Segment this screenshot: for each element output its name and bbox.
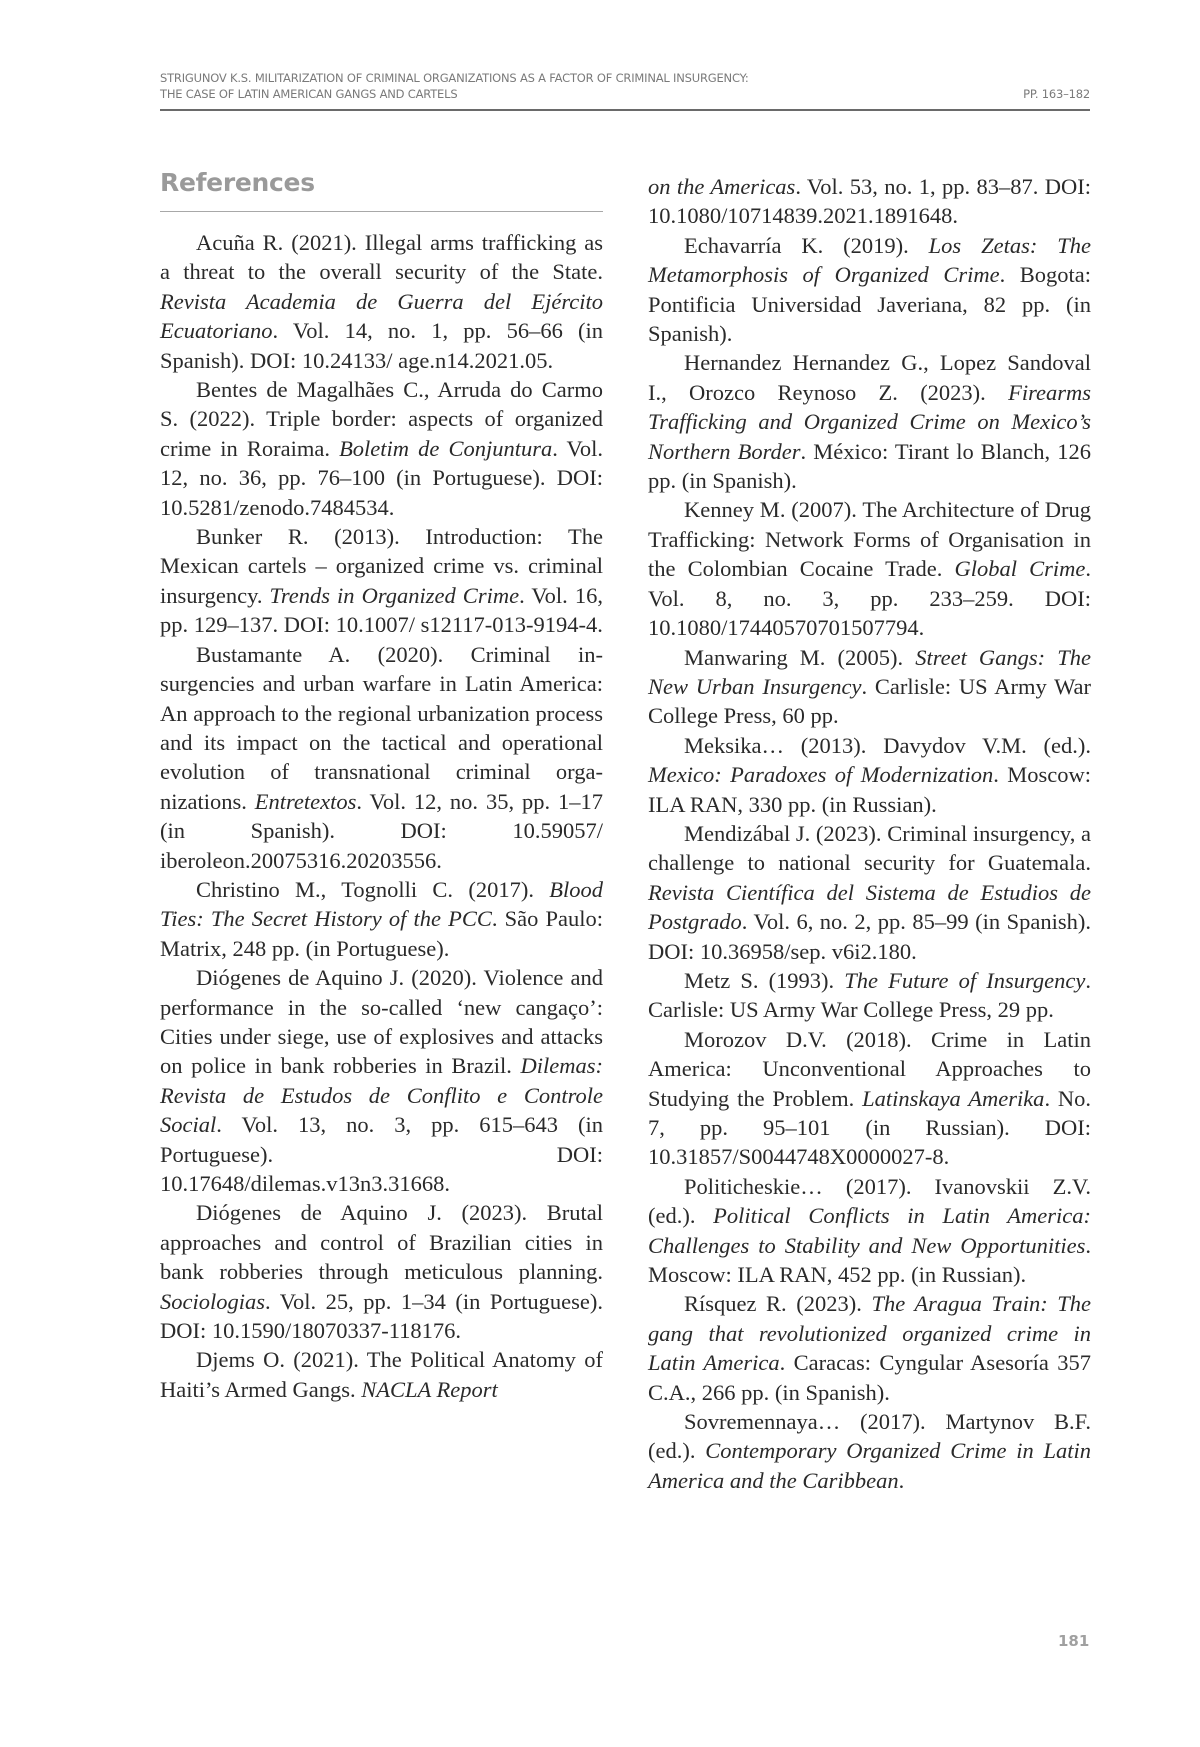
reference-text: Djems O. (2021). The Political Anatomy of Haiti’s Armed Gangs. bbox=[160, 1347, 603, 1402]
reference-source-title: Revista Academia de Guerra del Ejército Ecuatoriano bbox=[160, 288, 603, 344]
reference-entry bbox=[648, 1025, 1091, 1172]
reference-source-title: Firearms Trafficking and Organized Crime on Mexico’s Northern Border bbox=[648, 379, 1091, 464]
reference-source-title: Mexico: Paradoxes of Modernization bbox=[648, 762, 994, 788]
reference-entry bbox=[648, 1172, 1091, 1290]
running-head-page-range: PP. 163–182 bbox=[1023, 87, 1090, 101]
reference-entry bbox=[648, 643, 1091, 731]
reference-entry bbox=[648, 731, 1091, 819]
reference-text: Bentes de Magalhães C., Arruda do Carmo S. (2022). Triple border: aspects of organized crime in Roraima. bbox=[160, 377, 603, 461]
reference-entry bbox=[160, 1198, 603, 1345]
reference-entry bbox=[648, 1289, 1091, 1407]
reference-text: Christino M., Tognolli C. (2017). bbox=[196, 876, 550, 902]
reference-text: Metz S. (1993). bbox=[684, 967, 845, 993]
reference-source-title: Contemporary Organized Crime in Latin America and the Caribbean bbox=[648, 1438, 1091, 1493]
reference-source-title: Los Zetas: The Metamorphosis of Organized Crime bbox=[648, 232, 1091, 288]
reference-source-title: Sociologias bbox=[160, 1288, 265, 1314]
reference-source-title: Boletim de Conjuntura bbox=[339, 435, 553, 461]
reference-details: . Vol. 12, no. 36, pp. 76–100 (in Portuguese). DOI: 10.5281/zenodo.7484534. bbox=[160, 435, 603, 520]
reference-source-title: Dilemas: Revista de Estudos de Conflito e Controle Social bbox=[160, 1053, 603, 1138]
section-divider bbox=[160, 211, 603, 212]
header-divider bbox=[160, 109, 1090, 111]
reference-text: Manwaring M. (2005). bbox=[684, 644, 916, 670]
running-head-title-line-2: THE CASE OF LATIN AMERICAN GANGS AND CARTELS bbox=[160, 87, 458, 101]
reference-details: . No. 7, pp. 95–101 (in Russian). DOI: 10.31857/S0044748X0000027-8. bbox=[648, 1085, 1091, 1170]
reference-source-title: NACLA Report bbox=[361, 1376, 498, 1402]
reference-details: . Moscow: ILA RAN, 452 pp. (in Russian). bbox=[648, 1232, 1091, 1288]
reference-source-title: Blood Ties: The Secret History of the PCC bbox=[160, 876, 603, 932]
reference-text: Echavarría K. (2019). bbox=[684, 232, 929, 258]
reference-entry bbox=[160, 875, 603, 963]
reference-text: Hernandez Hernandez G., Lopez Sandoval I., Orozco Reynoso Z. (2023). bbox=[648, 350, 1091, 405]
reference-details: . Moscow: ILA RAN, 330 pp. (in Russian). bbox=[648, 762, 1092, 817]
reference-entry bbox=[160, 1345, 603, 1404]
reference-entry bbox=[648, 495, 1091, 642]
reference-text: Bunker R. (2013). Introduction: The Mexican cartels – organized crime vs. criminal insurgency. bbox=[160, 524, 603, 608]
reference-entry bbox=[160, 640, 603, 875]
reference-details: . Vol. 14, no. 1, pp. 56–66 (in Spanish). DOI: 10.24133/ age.n14.2021.05. bbox=[160, 318, 603, 373]
running-head-title-line-1: STRIGUNOV K.S. MILITARIZATION OF CRIMINAL ORGANIZATIONS AS A FACTOR OF CRIMINAL INSURGENCY: bbox=[160, 71, 749, 85]
reference-source-title: Political Conflicts in Latin America: Challenges to Stability and New Opportunities bbox=[648, 1203, 1091, 1258]
reference-source-title: Entretextos bbox=[254, 788, 357, 814]
reference-entry bbox=[648, 966, 1091, 1025]
reference-text: Diógenes de Aquino J. (2023). Brutal approaches and control of Brazilian cities in bank robberies through meticulous planning. bbox=[160, 1200, 603, 1285]
references-column-left bbox=[160, 228, 603, 1404]
reference-text: Rísquez R. (2023). bbox=[684, 1291, 872, 1317]
reference-details: . São Paulo: Matrix, 248 pp. (in Portuguese). bbox=[160, 906, 603, 961]
reference-entry bbox=[160, 228, 603, 375]
reference-details: . Carlisle: US Army War College Press, 60 pp. bbox=[648, 673, 1091, 729]
reference-entry bbox=[160, 522, 603, 640]
reference-entry bbox=[648, 172, 1091, 231]
running-head bbox=[160, 70, 1090, 102]
reference-text: Morozov D.V. (2018). Crime in Latin America: Unconventional Approaches to Studying the Problem. bbox=[648, 1026, 1091, 1111]
reference-entry bbox=[648, 1407, 1091, 1495]
reference-details: . Caracas: Cyngular Asesoría 357 C.A., 266 pp. (in Spanish). bbox=[648, 1350, 1091, 1405]
reference-text: Diógenes de Aquino J. (2020). Violence and performance in the so-called ‘new cangaço’: Cities under siege, use of explosives and attacks on police in bank robberies in Brazil. bbox=[160, 965, 603, 1079]
page-number: 181 bbox=[1058, 1632, 1090, 1650]
reference-entry bbox=[160, 963, 603, 1198]
reference-entry bbox=[648, 348, 1091, 495]
reference-details: . bbox=[898, 1467, 905, 1493]
reference-details: . Vol. 12, no. 35, pp. 1–17 (in Spanish). DOI: 10.59057/ iberoleon.20075316.20203556. bbox=[160, 788, 603, 873]
reference-details: . México: Tirant lo Blanch, 126 pp. (in Spanish). bbox=[648, 438, 1091, 494]
reference-text: Meksika… (2013). Davydov V.M. (ed.). bbox=[684, 732, 1091, 758]
reference-text: Kenney M. (2007). The Architecture of Drug Trafficking: Network Forms of Organisation in the Colombian Cocaine Trade. bbox=[648, 497, 1091, 582]
reference-text: Bustamante A. (2020). Criminal insurgencies and urban warfare in Latin America: An approach to the regional urbanization process and its impact on the tactical and operational evolution of transnational criminal organizations. bbox=[160, 641, 603, 814]
reference-details: . Vol. 53, no. 1, pp. 83–87. DOI: 10.1080/10714839.2021.1891648. bbox=[648, 174, 1091, 229]
reference-source-title: on the Americas bbox=[648, 174, 796, 199]
reference-source-title: Revista Científica del Sistema de Estudios de Postgrado bbox=[648, 879, 1091, 935]
reference-details: . Vol. 25, pp. 1–34 (in Portuguese). DOI: 10.1590/18070337-118176. bbox=[160, 1288, 603, 1344]
reference-text: Sovremennaya… (2017). Martynov B.F. (ed.). bbox=[648, 1409, 1091, 1464]
reference-text: Mendizábal J. (2023). Criminal insurgency, a challenge to national security for Guatemala. bbox=[648, 820, 1091, 876]
reference-entry bbox=[648, 231, 1091, 349]
reference-details: . Vol. 6, no. 2, pp. 85–99 (in Spanish). DOI: 10.36958/sep. v6i2.180. bbox=[648, 909, 1091, 964]
section-title: References bbox=[160, 168, 315, 197]
reference-source-title: The Future of Insurgency bbox=[844, 967, 1086, 993]
reference-entry bbox=[160, 375, 603, 522]
reference-details: . Vol. 8, no. 3, pp. 233–259. DOI: 10.1080/17440570701507794. bbox=[648, 556, 1091, 641]
reference-source-title: Latinskaya Amerika bbox=[862, 1085, 1045, 1111]
reference-details: . Bogota: Pontificia Universidad Javeriana, 82 pp. (in Spanish). bbox=[648, 262, 1092, 347]
reference-source-title: The Aragua Train: The gang that revolutionized organized crime in Latin America bbox=[648, 1291, 1091, 1376]
reference-details: . Vol. 13, no. 3, pp. 615–643 (in Portuguese). DOI: 10.17648/dilemas.v13n3.31668. bbox=[160, 1112, 603, 1196]
reference-entry bbox=[648, 819, 1091, 966]
reference-source-title: Global Crime bbox=[954, 556, 1086, 582]
reference-source-title: Trends in Organized Crime bbox=[269, 582, 520, 608]
reference-text: Politicheskie… (2017). Ivanovskii Z.V. (ed.). bbox=[648, 1173, 1091, 1229]
reference-text: Acuña R. (2021). Illegal arms trafficking as a threat to the overall security of the State. bbox=[160, 230, 603, 285]
reference-source-title: Street Gangs: The New Urban Insurgency bbox=[648, 644, 1091, 699]
reference-details: . Vol. 16, pp. 129–137. DOI: 10.1007/ s12117-013-9194-4. bbox=[160, 582, 603, 638]
references-column-right bbox=[648, 172, 1091, 1495]
reference-details: . Carlisle: US Army War College Press, 29 pp. bbox=[648, 967, 1091, 1023]
